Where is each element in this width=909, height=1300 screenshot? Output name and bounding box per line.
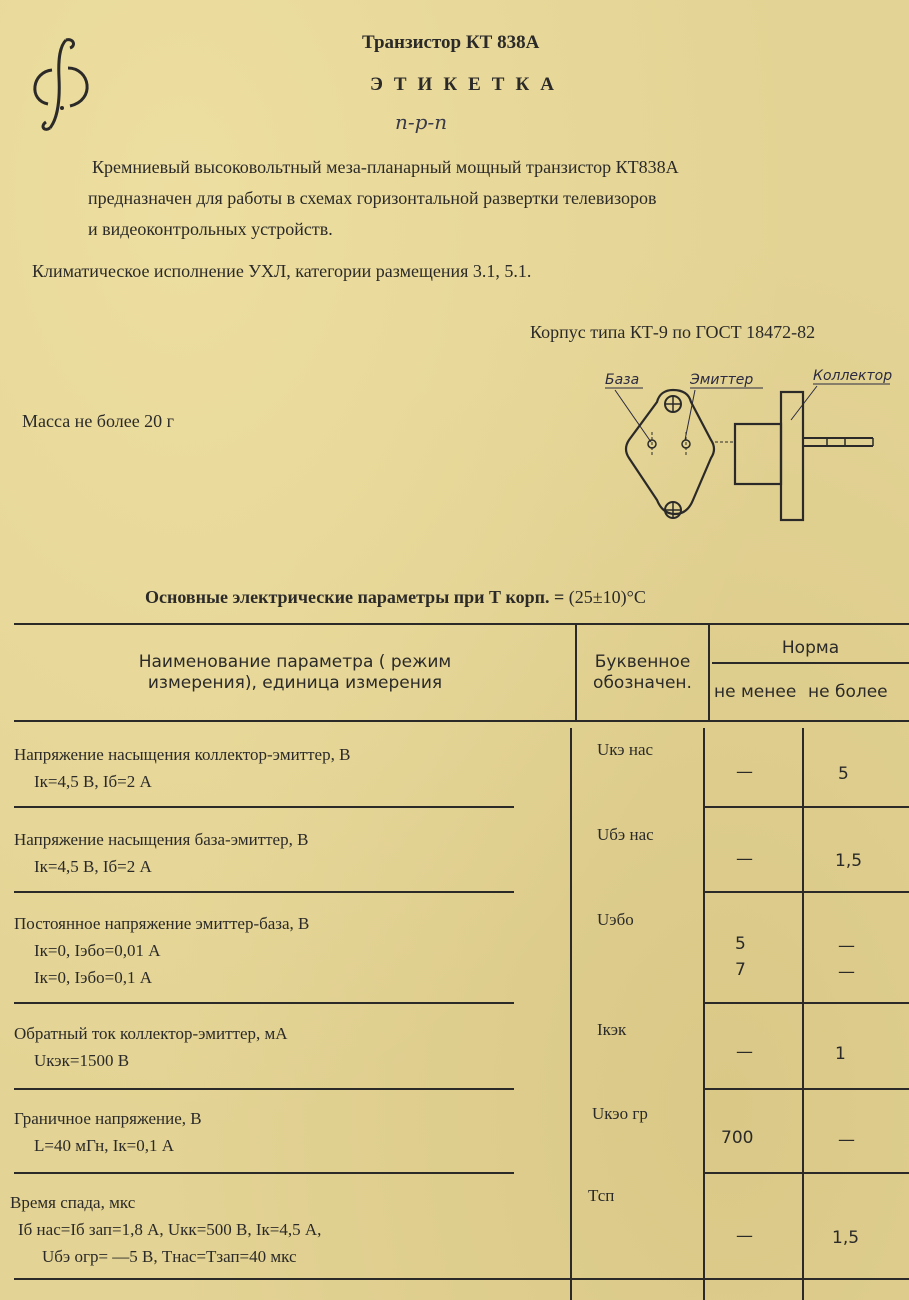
param-symbol: Uкэ нас (597, 740, 654, 759)
param-condition: Iк=4,5 В, Iб=2 А (34, 772, 152, 791)
label-heading: ЭТИКЕТКА (370, 74, 565, 95)
param-condition: Uкэк=1500 В (34, 1051, 130, 1070)
parameters-heading-condition: (25±10)°С (568, 587, 646, 607)
row-rule (14, 1088, 514, 1090)
document-title: Транзистор КТ 838А (362, 32, 540, 53)
param-condition: Iб нас=Iб зап=1,8 А, Uкк=500 В, Iк=4,5 А, (18, 1220, 322, 1239)
row-rule (704, 806, 909, 808)
param-name: Напряжение насыщения коллектор-эмиттер, В (14, 745, 351, 764)
param-name: Время спада, мкс (10, 1193, 136, 1212)
mass-text: Масса не более 20 г (22, 411, 175, 431)
row-rule (14, 806, 514, 808)
column-header-max: не более (808, 682, 888, 702)
description-line: и видеоконтрольных устройств. (88, 219, 333, 239)
parameters-heading-text: Основные электрические параметры при Т корп. = (145, 587, 565, 607)
param-min: — (736, 1226, 753, 1246)
param-condition: Iк=4,5 В, Iб=2 А (34, 857, 152, 876)
param-name: Обратный ток коллектор-эмиттер, мА (14, 1024, 288, 1043)
column-header-norm: Норма (781, 638, 840, 658)
table-header-rule (14, 720, 909, 722)
description-paragraph (88, 152, 878, 245)
table-row (14, 1105, 202, 1159)
param-min: 7 (735, 960, 746, 980)
table-divider (575, 625, 577, 722)
row-rule (704, 1172, 909, 1174)
table-row (14, 741, 350, 795)
table-divider (802, 728, 804, 1300)
handwritten-note: n-p-n (395, 110, 448, 134)
param-min: — (736, 762, 753, 782)
param-max: — (838, 962, 855, 982)
param-name: Напряжение насыщения база-эмиттер, В (14, 830, 309, 849)
row-rule (704, 1088, 909, 1090)
parameters-heading (145, 587, 646, 608)
param-max: 1,5 (835, 851, 863, 871)
param-symbol: Iкэк (597, 1020, 627, 1039)
table-divider (570, 728, 572, 1300)
manufacturer-logo-icon (22, 38, 102, 133)
row-rule (14, 1172, 514, 1174)
table-bottom-rule (14, 1278, 909, 1280)
param-name: Постоянное напряжение эмиттер-база, В (14, 914, 310, 933)
param-condition: L=40 мГн, Iк=0,1 А (34, 1136, 175, 1155)
column-header-name: Наименование параметра ( режим измерения), единица измерения (138, 652, 452, 693)
table-row (14, 826, 308, 880)
climate-text: Климатическое исполнение УХЛ, категории размещения 3.1, 5.1. (32, 261, 532, 281)
param-name: Граничное напряжение, В (14, 1109, 202, 1128)
param-condition: Iк=0, Iэбо=0,01 А (34, 941, 161, 960)
param-min: — (736, 849, 753, 869)
param-min: — (736, 1042, 753, 1062)
description-line: Кремниевый высоковольтный меза-планарный мощный транзистор КТ838А (92, 157, 679, 177)
row-rule (14, 1002, 514, 1004)
column-header-min: не менее (714, 682, 797, 702)
description-line: предназначен для работы в схемах горизонтальной развертки телевизоров (88, 188, 657, 208)
transistor-package-diagram (595, 362, 900, 532)
param-symbol: Uэбо (597, 910, 634, 929)
table-row (14, 1020, 288, 1074)
param-max: — (838, 1130, 855, 1150)
table-divider (708, 625, 710, 722)
param-symbol: Uкэо гр (592, 1104, 648, 1123)
table-divider (712, 662, 909, 664)
column-header-symbol: Буквенное обозначен. (593, 652, 692, 693)
table-row (10, 1189, 321, 1270)
case-type-text: Корпус типа КТ-9 по ГОСТ 18472-82 (530, 322, 816, 342)
row-rule (14, 891, 514, 893)
table-row (14, 910, 309, 991)
table-divider (703, 728, 705, 1300)
param-condition: Iк=0, Iэбо=0,1 А (34, 968, 152, 987)
param-max: 1 (835, 1044, 846, 1064)
param-max: — (838, 936, 855, 956)
diagram-label-collector: Коллектор (813, 368, 893, 384)
param-min: 5 (735, 934, 746, 954)
diagram-label-emitter: Эмиттер (690, 372, 754, 388)
table-top-rule (14, 623, 909, 625)
diagram-label-base: База (605, 372, 640, 388)
row-rule (704, 1002, 909, 1004)
param-max: 5 (838, 764, 849, 784)
param-condition: Uбэ огр= —5 В, Тнас=Тзап=40 мкс (42, 1247, 297, 1266)
row-rule (704, 891, 909, 893)
param-symbol: Тсп (588, 1186, 615, 1205)
param-symbol: Uбэ нас (597, 825, 654, 844)
param-min: 700 (721, 1128, 754, 1148)
param-max: 1,5 (832, 1228, 860, 1248)
